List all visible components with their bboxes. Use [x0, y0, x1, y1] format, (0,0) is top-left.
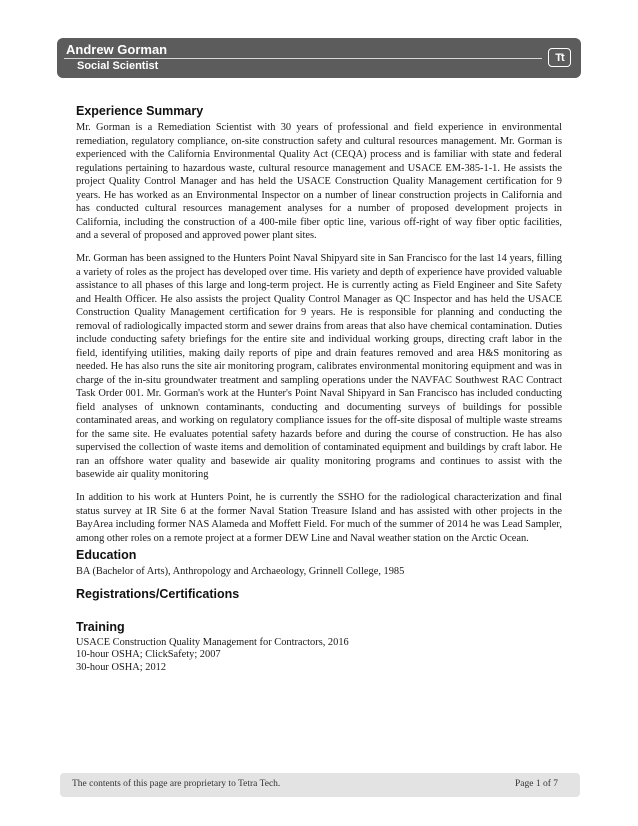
training-list: [76, 637, 562, 675]
page-number: Page 1 of 7: [515, 779, 559, 789]
education-text: BA (Bachelor of Arts), Anthropology and Archaeology, Grinnell College, 1985: [76, 566, 405, 577]
proprietary-notice: The contents of this page are proprietary to Tetra Tech.: [72, 779, 281, 789]
training-heading: Training: [76, 619, 125, 634]
training-item: USACE Construction Quality Management for Contractors, 2016: [76, 636, 349, 648]
experience-paragraph-2: Mr. Gorman has been assigned to the Hunters Point Naval Shipyard site in San Francisco for the last 14 years, filling a variety of roles as the project has developed over time. His variety and depth of experience have provided valuable assistance to all phases of this large and long-term project. He is currently acting as Field Engineer and Site Safety and Health Officer. He also assists the project Quality Control Manager as QC Inspector and has held the USACE Construction Quality Management certification for 9 years. He is responsible for planning and conducting the removal of radiologically impacted storm and sewer drains from areas that also have chemical contamination. Duties include conducting safety briefings for the entire site and individual working groups, directing craft labor in the field, identifying utilities, making daily reports of pipe and drain features removed and area H&S monitoring as needed. He has also runs the site air monitoring program, calibrates environmental monitoring equipment and was in charge of the in-situ groundwater treatment and sampling operations under the NAVFAC Southwest RAC Contract Task Order 001. Mr. Gorman's work at the Hunter's Point Naval Shipyard in San Francisco has included conducting field analyses of unknown contaminants, conducting and documenting surveys of buildings for possible contaminated areas, and working on regulatory compliance issues for the off-site disposal of multiple waste streams for the same site. He evaluates potential safety hazards before and during the course of construction. He has also supervised the collection of waste items and demolition of contaminated equipment and buildings by craft labor. He ran an offshore water quality and basewide air quality monitoring programs and continues to assist with the basewide air quality monitoring: [76, 253, 562, 480]
person-title: Social Scientist: [77, 60, 159, 72]
experience-heading: Experience Summary: [76, 104, 204, 118]
header-divider: [64, 58, 542, 59]
person-name: Andrew Gorman: [66, 42, 168, 57]
education-heading: Education: [76, 548, 137, 562]
resume-content: [76, 104, 562, 674]
training-item: 30-hour OSHA; 2012: [76, 661, 167, 673]
tetra-tech-logo-icon: Tt: [548, 48, 571, 67]
experience-paragraph-3: In addition to his work at Hunters Point, he is currently the SSHO for the radiological characterization and final status survey at IR Site 6 at the former Naval Station Treasure Island and has assisted with other projects in the BayArea including former NAS Alameda and Moffett Field. For much of the summer of 2014 he was Lead Sampler, among other roles on a remote project at a former DEW Line and Naval weather station on the Arctic Ocean.: [76, 492, 562, 544]
experience-paragraph-1: Mr. Gorman is a Remediation Scientist with 30 years of professional and field experience in environmental remediation, regulatory compliance, on-site construction safety and cultural resources management. Mr. Gorman is experienced with the California Environmental Quality Act (CEQA) process and is familiar with state and federal regulations pertaining to hazardous waste, cultural resource management and USACE EM-385-1-1. He assists the project Quality Control Manager and has held the USACE Construction Quality Management certification for 9 years. He has worked as an Environmental Inspector on a number of linear construction projects in California and has conducted cultural resources management analyses for a number of proposed development projects in California, including the construction of a 400-mile fiber optic line, various off-right of way fiber optic facilities, and a several of proposed and approved power plant sites.: [76, 122, 562, 241]
registrations-heading: Registrations/Certifications: [76, 586, 240, 601]
training-item: 10-hour OSHA; ClickSafety; 2007: [76, 649, 221, 660]
